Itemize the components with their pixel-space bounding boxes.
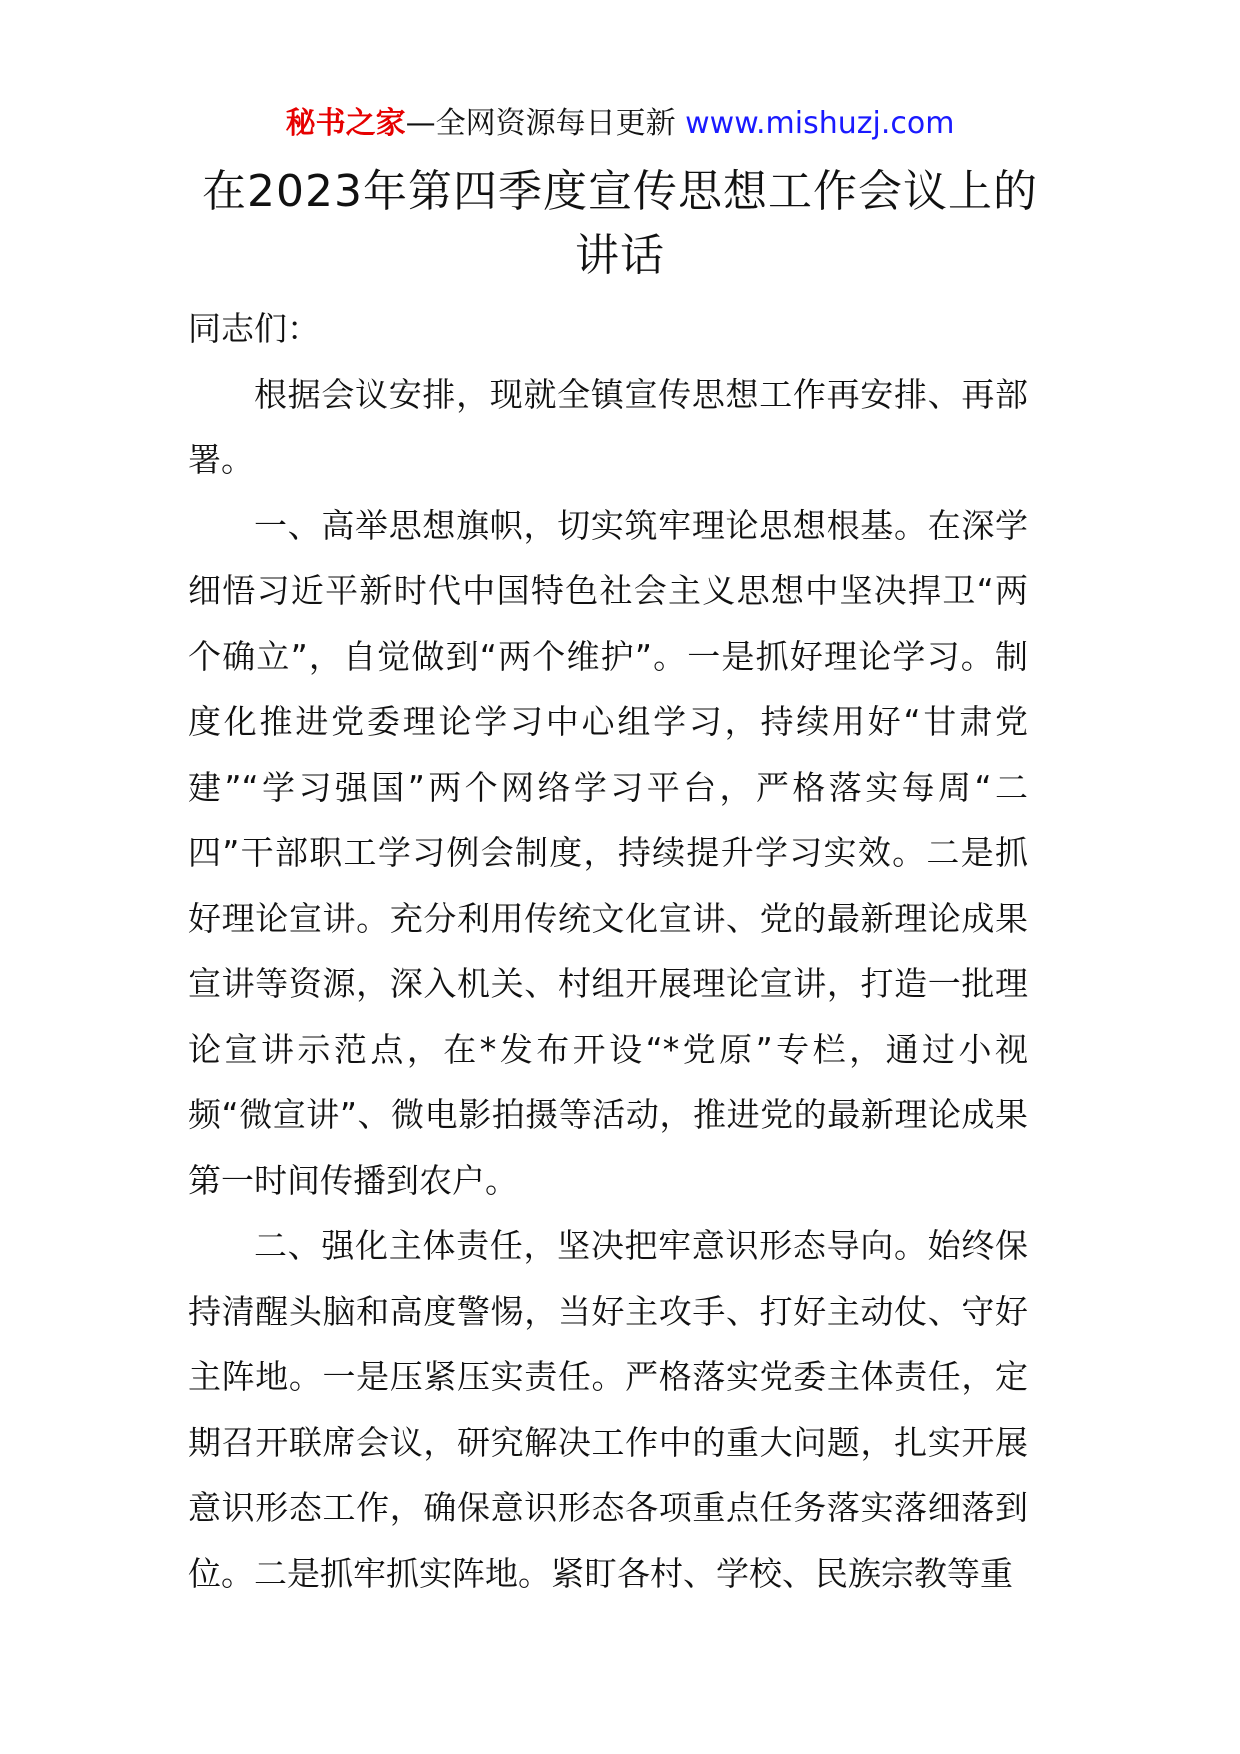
paragraph-section-two: 二、强化主体责任，坚决把牢意识形态导向。始终保持清醒头脑和高度警惕，当好主攻手、打好主动仗、守好主阵地。一是压紧压实责任。严格落实党委主体责任，定期召开联席会议，研究解决工作中的重大问题，扎实开展意识形态工作，确保意识形态各项重点任务落实落细落到位。二是抓牢抓实阵地。紧盯各村、学校、民族宗教等重 <box>188 1226 1028 1593</box>
site-url-link[interactable]: www.mishuzj.com <box>685 106 955 141</box>
paragraph-intro: 根据会议安排，现就全镇宣传思想工作再安排、再部署。 <box>188 374 1028 479</box>
paragraph-section-one: 一、高举思想旗帜，切实筑牢理论思想根基。在深学细悟习近平新时代中国特色社会主义思想中坚决捍卫“两个确立”，自觉做到“两个维护”。一是抓好理论学习。制度化推进党委理论学习中心组学习，持续用好“甘肃党建”“学习强国”两个网络学习平台，严格落实每周“二四”干部职工学习例会制度，持续提升学习实效。二是抓好理论宣讲。充分利用传统文化宣讲、党的最新理论成果宣讲等资源，深入机关、村组开展理论宣讲，打造一批理论宣讲示范点，在*发布开设“*党原”专栏，通过小视频“微宣讲”、微电影拍摄等活动，推进党的最新理论成果第一时间传播到农户。 <box>188 505 1028 1200</box>
salutation: 同志们： <box>188 309 320 348</box>
header-tagline: —全网资源每日更新 <box>405 106 686 141</box>
brand-name: 秘书之家 <box>285 106 406 141</box>
document-body <box>188 296 1028 1606</box>
site-header <box>0 102 1240 146</box>
document-title: 在2023年第四季度宣传思想工作会议上的讲话 <box>202 166 1038 281</box>
